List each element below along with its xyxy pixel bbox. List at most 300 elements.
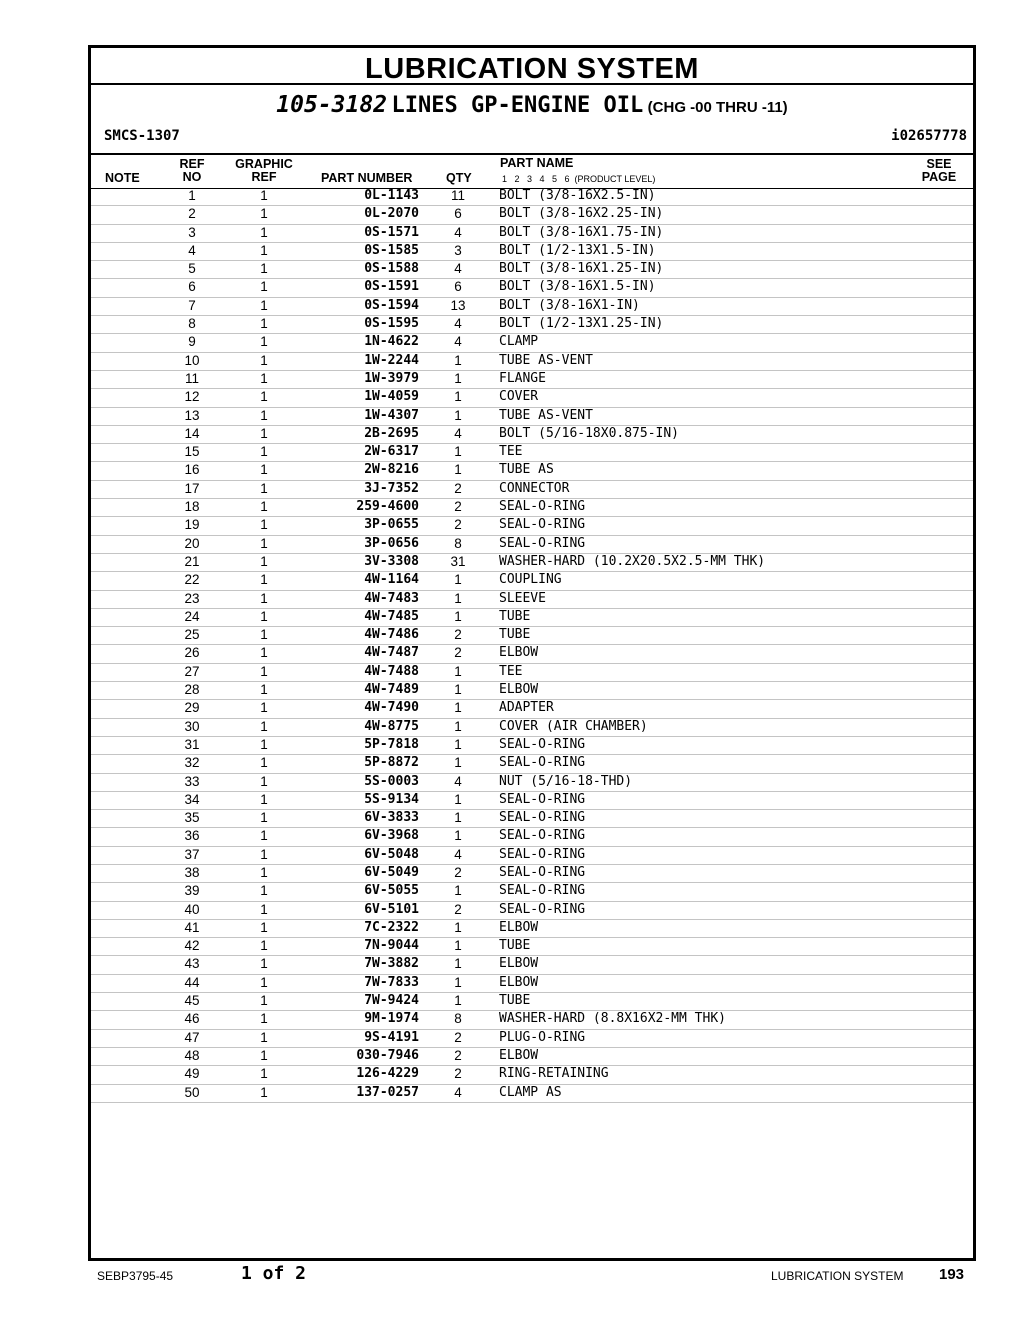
qty-cell: 1 — [454, 938, 462, 954]
part-number-cell: 3P-0656 — [364, 535, 419, 551]
ref-no-cell: 28 — [184, 682, 200, 698]
col-graphic-ref-header — [229, 158, 299, 184]
ref-no-cell: 46 — [184, 1011, 200, 1027]
graphic-ref-cell: 1 — [260, 773, 268, 789]
qty-cell: 4 — [454, 334, 462, 350]
qty-cell: 4 — [454, 316, 462, 332]
ref-no-cell: 9 — [188, 334, 196, 350]
qty-cell: 2 — [454, 480, 462, 496]
graphic-ref-cell: 1 — [260, 1084, 268, 1100]
part-name-cell: BOLT (3/8-16X2.5-IN) — [499, 188, 656, 203]
part-name-cell: BOLT (1/2-13X1.5-IN) — [499, 242, 656, 258]
graphic-ref-cell: 1 — [260, 846, 268, 862]
table-row — [91, 1011, 973, 1029]
part-name-cell: TUBE — [499, 938, 531, 954]
qty-cell: 31 — [450, 553, 466, 569]
page-title: LUBRICATION SYSTEM — [91, 48, 973, 85]
part-number-cell: 4W-7488 — [364, 663, 419, 679]
table-row — [91, 444, 973, 462]
table-row — [91, 499, 973, 517]
graphic-ref-cell: 1 — [260, 462, 268, 478]
part-name-cell: BOLT (3/8-16X1.25-IN) — [499, 261, 664, 277]
table-row — [91, 645, 973, 663]
qty-cell: 1 — [454, 828, 462, 844]
footer-section: LUBRICATION SYSTEM — [771, 1269, 904, 1283]
table-row — [91, 188, 973, 206]
part-number-cell: 137-0257 — [356, 1084, 419, 1100]
table-row — [91, 353, 973, 371]
graphic-ref-cell: 1 — [260, 444, 268, 460]
part-name-cell: TEE — [499, 444, 523, 460]
ref-no-cell: 38 — [184, 864, 200, 880]
change-range: (CHG -00 THRU -11) — [647, 99, 788, 116]
qty-cell: 1 — [454, 700, 462, 716]
qty-cell: 13 — [450, 297, 466, 313]
graphic-ref-cell: 1 — [260, 883, 268, 899]
qty-cell: 2 — [454, 1047, 462, 1063]
ref-no-cell: 7 — [188, 297, 196, 313]
parts-list-frame — [88, 45, 976, 1261]
graphic-ref-cell: 1 — [260, 370, 268, 386]
table-row — [91, 1066, 973, 1084]
part-number-cell: 4W-7490 — [364, 700, 419, 716]
part-number-cell: 1W-3979 — [364, 370, 419, 386]
qty-cell: 1 — [454, 718, 462, 734]
graphic-ref-cell: 1 — [260, 1029, 268, 1045]
part-name-cell: BOLT (3/8-16X2.25-IN) — [499, 206, 664, 222]
qty-cell: 1 — [454, 919, 462, 935]
qty-cell: 1 — [454, 407, 462, 423]
qty-cell: 1 — [454, 791, 462, 807]
ref-no-cell: 49 — [184, 1066, 200, 1082]
qty-cell: 4 — [454, 1084, 462, 1100]
part-name-cell: SEAL-O-RING — [499, 864, 586, 880]
graphic-ref-cell: 1 — [260, 627, 268, 643]
part-number-cell: 5S-0003 — [364, 773, 419, 789]
table-row — [91, 938, 973, 956]
graphic-ref-cell: 1 — [260, 535, 268, 551]
qty-cell: 1 — [454, 883, 462, 899]
ref-no-cell: 37 — [184, 846, 200, 862]
graphic-ref-cell: 1 — [260, 553, 268, 569]
part-number-cell: 0S-1571 — [364, 224, 419, 240]
qty-cell: 1 — [454, 370, 462, 386]
part-name-cell: WASHER-HARD (10.2X20.5X2.5-MM THK) — [499, 553, 766, 569]
table-row — [91, 261, 973, 279]
table-row — [91, 956, 973, 974]
part-name-cell: SEAL-O-RING — [499, 755, 586, 771]
graphic-ref-cell: 1 — [260, 480, 268, 496]
group-number: 105-3182 — [276, 92, 388, 118]
footer-page-number: 193 — [939, 1266, 965, 1283]
footer-doc-id: SEBP3795-45 — [97, 1269, 174, 1283]
ref-no-cell: 22 — [184, 572, 200, 588]
part-name-cell: CONNECTOR — [499, 480, 570, 496]
table-row — [91, 517, 973, 535]
part-number-cell: 3J-7352 — [364, 480, 419, 496]
graphic-ref-cell: 1 — [260, 206, 268, 222]
ref-no-cell: 5 — [188, 261, 196, 277]
part-name-cell: SEAL-O-RING — [499, 828, 586, 844]
part-number-cell: 7N-9044 — [364, 938, 419, 954]
part-number-cell: 0L-1143 — [364, 188, 419, 203]
ref-no-cell: 4 — [188, 242, 196, 258]
table-row — [91, 316, 973, 334]
qty-cell: 4 — [454, 846, 462, 862]
ref-no-cell: 20 — [184, 535, 200, 551]
part-number-cell: 0S-1588 — [364, 261, 419, 277]
part-number-cell: 4W-8775 — [364, 718, 419, 734]
part-number-cell: 4W-7489 — [364, 682, 419, 698]
graphic-ref-cell: 1 — [260, 334, 268, 350]
graphic-ref-cell: 1 — [260, 297, 268, 313]
qty-cell: 6 — [454, 206, 462, 222]
qty-cell: 4 — [454, 224, 462, 240]
graphic-ref-cell: 1 — [260, 572, 268, 588]
part-number-cell: 3P-0655 — [364, 517, 419, 533]
qty-cell: 2 — [454, 645, 462, 661]
qty-cell: 4 — [454, 773, 462, 789]
ref-no-cell: 15 — [184, 444, 200, 460]
part-name-cell: BOLT (1/2-13X1.25-IN) — [499, 316, 664, 332]
table-row — [91, 572, 973, 590]
graphic-ref-cell: 1 — [260, 590, 268, 606]
table-row — [91, 902, 973, 920]
part-name-cell: CLAMP AS — [499, 1084, 562, 1100]
part-number-cell: 5S-9134 — [364, 791, 419, 807]
table-row — [91, 1048, 973, 1066]
table-row — [91, 719, 973, 737]
part-name-cell: COUPLING — [499, 572, 562, 588]
group-heading — [91, 90, 973, 123]
qty-cell: 11 — [450, 188, 465, 203]
part-name-cell: BOLT (3/8-16X1.75-IN) — [499, 224, 664, 240]
graphic-ref-cell: 1 — [260, 407, 268, 423]
part-name-cell: SEAL-O-RING — [499, 846, 586, 862]
qty-cell: 4 — [454, 425, 462, 441]
col-part-number-header: PART NUMBER — [321, 171, 413, 185]
footer-page-of: 1 of 2 — [241, 1263, 307, 1284]
table-row — [91, 810, 973, 828]
part-name-cell: ELBOW — [499, 919, 539, 935]
qty-cell: 1 — [454, 974, 462, 990]
ref-no-cell: 2 — [188, 206, 196, 222]
table-row — [91, 774, 973, 792]
parts-table — [91, 188, 973, 1103]
ref-no-cell: 25 — [184, 627, 200, 643]
table-row — [91, 828, 973, 846]
part-number-cell: 7W-7833 — [364, 974, 419, 990]
table-row — [91, 554, 973, 572]
part-number-cell: 6V-5049 — [364, 864, 419, 880]
table-row — [91, 755, 973, 773]
part-number-cell: 7W-3882 — [364, 956, 419, 972]
part-number-cell: 6V-3968 — [364, 828, 419, 844]
ref-no-cell: 32 — [184, 755, 200, 771]
ref-no-cell: 14 — [184, 425, 200, 441]
graphic-ref-cell: 1 — [260, 1047, 268, 1063]
qty-cell: 1 — [454, 682, 462, 698]
part-number-cell: 1W-4307 — [364, 407, 419, 423]
table-row — [91, 993, 973, 1011]
ref-no-cell: 31 — [184, 736, 200, 752]
graphic-ref-cell: 1 — [260, 938, 268, 954]
table-row — [91, 1030, 973, 1048]
qty-cell: 1 — [454, 608, 462, 624]
qty-cell: 3 — [454, 242, 462, 258]
part-name-cell: SEAL-O-RING — [499, 791, 586, 807]
graphic-ref-cell: 1 — [260, 389, 268, 405]
part-number-cell: 2B-2695 — [364, 425, 419, 441]
table-row — [91, 536, 973, 554]
graphic-ref-cell: 1 — [260, 956, 268, 972]
table-row — [91, 792, 973, 810]
col-note-header: NOTE — [105, 171, 140, 185]
part-number-cell: 6V-5055 — [364, 883, 419, 899]
part-number-cell: 9M-1974 — [364, 1011, 419, 1027]
group-name: LINES GP-ENGINE OIL — [391, 93, 644, 118]
qty-cell: 8 — [454, 1011, 462, 1027]
part-name-cell: COVER — [499, 389, 539, 405]
col-see-header-top: SEE — [926, 157, 952, 171]
graphic-ref-cell: 1 — [260, 700, 268, 716]
part-number-cell: 4W-7485 — [364, 608, 419, 624]
table-row — [91, 1085, 973, 1103]
part-name-cell: TUBE AS-VENT — [499, 407, 593, 423]
qty-cell: 6 — [454, 279, 462, 295]
part-number-cell: 1W-4059 — [364, 389, 419, 405]
qty-cell: 1 — [454, 755, 462, 771]
part-number-cell: 6V-5101 — [364, 901, 419, 917]
part-number-cell: 6V-3833 — [364, 810, 419, 826]
col-see-header-bottom: PAGE — [921, 170, 957, 184]
ref-no-cell: 27 — [184, 663, 200, 679]
part-number-cell: 3V-3308 — [364, 553, 419, 569]
graphic-ref-cell: 1 — [260, 279, 268, 295]
qty-cell: 2 — [454, 1029, 462, 1045]
part-name-cell: SEAL-O-RING — [499, 499, 586, 515]
part-name-cell: TEE — [499, 663, 523, 679]
table-row — [91, 481, 973, 499]
table-row — [91, 920, 973, 938]
part-name-cell: ELBOW — [499, 1047, 539, 1063]
col-graphic-header-top: GRAPHIC — [235, 157, 293, 171]
table-row — [91, 243, 973, 261]
ref-no-cell: 42 — [184, 938, 200, 954]
part-name-cell: SEAL-O-RING — [499, 736, 586, 752]
part-name-cell: ELBOW — [499, 956, 539, 972]
ref-no-cell: 21 — [184, 553, 200, 569]
qty-cell: 1 — [454, 572, 462, 588]
col-ref-header — [171, 158, 213, 184]
part-number-cell: 5P-7818 — [364, 736, 419, 752]
qty-cell: 2 — [454, 627, 462, 643]
table-row — [91, 371, 973, 389]
ref-no-cell: 44 — [184, 974, 200, 990]
qty-cell: 1 — [454, 590, 462, 606]
graphic-ref-cell: 1 — [260, 993, 268, 1009]
qty-cell: 1 — [454, 389, 462, 405]
graphic-ref-cell: 1 — [260, 791, 268, 807]
qty-cell: 2 — [454, 901, 462, 917]
ref-no-cell: 10 — [184, 352, 200, 368]
qty-cell: 1 — [454, 663, 462, 679]
col-graphic-header-bottom: REF — [251, 170, 277, 184]
table-row — [91, 883, 973, 901]
table-row — [91, 591, 973, 609]
qty-cell: 8 — [454, 535, 462, 551]
table-row — [91, 700, 973, 718]
part-number-cell: 2W-8216 — [364, 462, 419, 478]
graphic-ref-cell: 1 — [260, 242, 268, 258]
part-number-cell: 5P-8872 — [364, 755, 419, 771]
part-name-cell: NUT (5/16-18-THD) — [499, 773, 633, 789]
part-number-cell: 7C-2322 — [364, 919, 419, 935]
qty-cell: 1 — [454, 993, 462, 1009]
part-number-cell: 4W-7487 — [364, 645, 419, 661]
part-name-cell: ADAPTER — [499, 700, 554, 716]
part-name-cell: SEAL-O-RING — [499, 810, 586, 826]
part-name-cell: WASHER-HARD (8.8X16X2-MM THK) — [499, 1011, 726, 1027]
ref-no-cell: 16 — [184, 462, 200, 478]
ref-no-cell: 11 — [184, 370, 199, 386]
table-row — [91, 462, 973, 480]
ref-no-cell: 45 — [184, 993, 200, 1009]
part-number-cell: 0S-1594 — [364, 297, 419, 313]
part-name-cell: TUBE — [499, 627, 531, 643]
smcs-code: SMCS-1307 — [104, 128, 180, 144]
table-row — [91, 334, 973, 352]
table-row — [91, 389, 973, 407]
ref-no-cell: 48 — [184, 1047, 200, 1063]
graphic-ref-cell: 1 — [260, 352, 268, 368]
part-number-cell: 4W-1164 — [364, 572, 419, 588]
table-row — [91, 408, 973, 426]
graphic-ref-cell: 1 — [260, 755, 268, 771]
ref-no-cell: 13 — [184, 407, 200, 423]
part-name-cell: SEAL-O-RING — [499, 517, 586, 533]
ref-no-cell: 43 — [184, 956, 200, 972]
graphic-ref-cell: 1 — [260, 188, 268, 203]
ref-no-cell: 8 — [188, 316, 196, 332]
part-name-cell: TUBE AS — [499, 462, 554, 478]
part-name-cell: CLAMP — [499, 334, 539, 350]
graphic-ref-cell: 1 — [260, 224, 268, 240]
graphic-ref-cell: 1 — [260, 261, 268, 277]
table-row — [91, 664, 973, 682]
table-row — [91, 609, 973, 627]
table-row — [91, 865, 973, 883]
qty-cell: 2 — [454, 517, 462, 533]
part-name-cell: SLEEVE — [499, 590, 546, 606]
part-name-cell: PLUG-O-RING — [499, 1029, 586, 1045]
table-row — [91, 627, 973, 645]
ref-no-cell: 23 — [184, 590, 200, 606]
ref-no-cell: 26 — [184, 645, 200, 661]
part-name-cell: BOLT (3/8-16X1-IN) — [499, 297, 640, 313]
qty-cell: 2 — [454, 499, 462, 515]
graphic-ref-cell: 1 — [260, 919, 268, 935]
part-name-cell: SEAL-O-RING — [499, 883, 586, 899]
table-row — [91, 206, 973, 224]
graphic-ref-cell: 1 — [260, 901, 268, 917]
graphic-ref-cell: 1 — [260, 425, 268, 441]
col-ref-header-top: REF — [179, 157, 205, 171]
qty-cell: 2 — [454, 1066, 462, 1082]
ref-no-cell: 29 — [184, 700, 200, 716]
part-name-cell: TUBE — [499, 993, 531, 1009]
part-number-cell: 1N-4622 — [364, 334, 419, 350]
part-number-cell: 4W-7483 — [364, 590, 419, 606]
part-number-cell: 0L-2070 — [364, 206, 419, 222]
qty-cell: 1 — [454, 736, 462, 752]
graphic-ref-cell: 1 — [260, 864, 268, 880]
ref-no-cell: 17 — [184, 480, 200, 496]
part-number-cell: 0S-1591 — [364, 279, 419, 295]
graphic-ref-cell: 1 — [260, 810, 268, 826]
graphic-ref-cell: 1 — [260, 316, 268, 332]
part-name-cell: COVER (AIR CHAMBER) — [499, 718, 648, 734]
part-name-cell: RING-RETAINING — [499, 1066, 609, 1082]
part-number-cell: 7W-9424 — [364, 993, 419, 1009]
part-number-cell: 030-7946 — [356, 1047, 419, 1063]
ref-no-cell: 3 — [188, 224, 196, 240]
part-name-cell: TUBE AS-VENT — [499, 352, 593, 368]
ref-no-cell: 39 — [184, 883, 200, 899]
graphic-ref-cell: 1 — [260, 1066, 268, 1082]
ref-no-cell: 41 — [184, 919, 200, 935]
table-row — [91, 682, 973, 700]
col-qty-header: QTY — [446, 171, 472, 185]
part-number-cell: 0S-1595 — [364, 316, 419, 332]
qty-cell: 4 — [454, 261, 462, 277]
table-row — [91, 737, 973, 755]
part-number-cell: 259-4600 — [356, 499, 419, 515]
ref-no-cell: 50 — [184, 1084, 200, 1100]
col-ref-header-bottom: NO — [182, 170, 202, 184]
header-divider — [91, 153, 973, 155]
col-part-name-header: PART NAME — [500, 156, 574, 170]
part-name-cell: ELBOW — [499, 682, 539, 698]
col-see-page-header — [919, 158, 959, 184]
part-name-cell: FLANGE — [499, 370, 546, 386]
table-row — [91, 225, 973, 243]
ref-no-cell: 34 — [184, 791, 200, 807]
ref-no-cell: 40 — [184, 901, 200, 917]
graphic-ref-cell: 1 — [260, 682, 268, 698]
part-name-cell: ELBOW — [499, 974, 539, 990]
part-name-cell: SEAL-O-RING — [499, 535, 586, 551]
part-number-cell: 0S-1585 — [364, 242, 419, 258]
graphic-ref-cell: 1 — [260, 736, 268, 752]
graphic-ref-cell: 1 — [260, 645, 268, 661]
part-name-cell: TUBE — [499, 608, 531, 624]
table-row — [91, 426, 973, 444]
part-name-cell: SEAL-O-RING — [499, 901, 586, 917]
ref-no-cell: 35 — [184, 810, 200, 826]
qty-cell: 1 — [454, 462, 462, 478]
ref-no-cell: 12 — [184, 389, 200, 405]
qty-cell: 1 — [454, 444, 462, 460]
part-name-cell: BOLT (3/8-16X1.5-IN) — [499, 279, 656, 295]
table-row — [91, 279, 973, 297]
qty-cell: 1 — [454, 956, 462, 972]
part-number-cell: 2W-6317 — [364, 444, 419, 460]
part-number-cell: 1W-2244 — [364, 352, 419, 368]
qty-cell: 2 — [454, 864, 462, 880]
part-number-cell: 4W-7486 — [364, 627, 419, 643]
ref-no-cell: 1 — [188, 188, 196, 203]
